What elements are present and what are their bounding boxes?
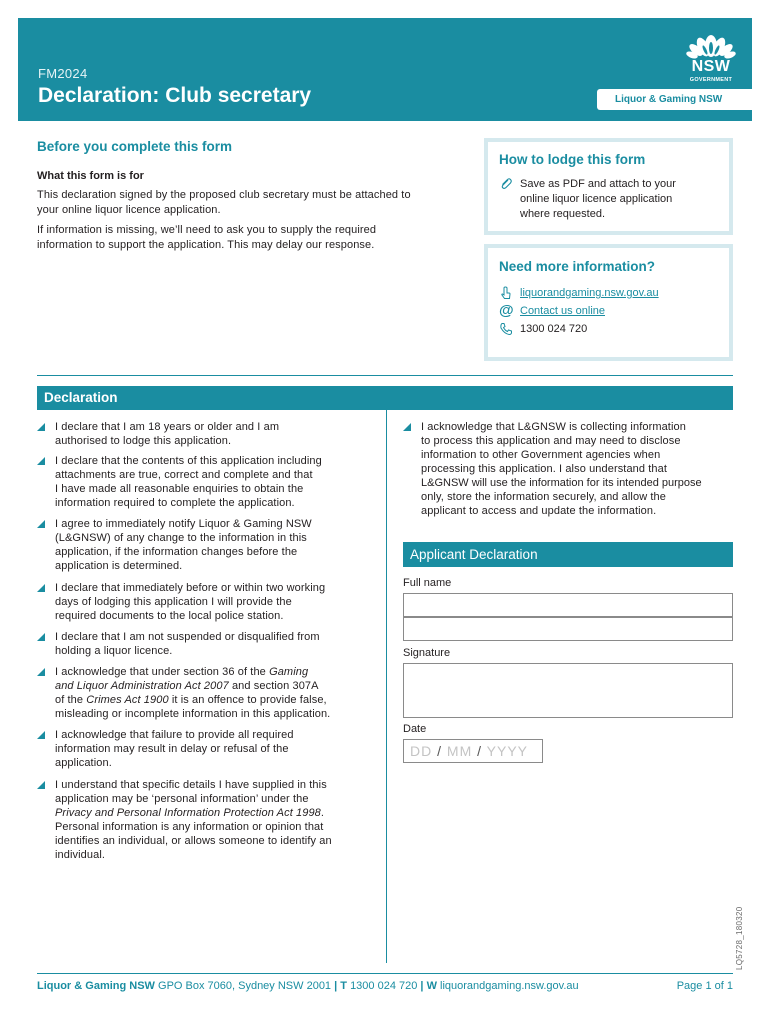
item-line: Personal information is any information or opinion that bbox=[55, 821, 324, 833]
item-text: I acknowledge that under section 36 of the bbox=[55, 666, 266, 678]
footer-phone: 1300 024 720 bbox=[350, 980, 418, 992]
at-sign-icon: @ bbox=[499, 302, 514, 319]
applicant-declaration-heading: Applicant Declaration bbox=[410, 547, 538, 562]
item-line: I agree to immediately notify Liquor & Gaming NSW bbox=[55, 518, 312, 530]
triangle-bullet-icon bbox=[37, 633, 45, 641]
item-line: information required to complete the application. bbox=[55, 497, 295, 509]
date-day-placeholder: DD bbox=[410, 743, 433, 759]
item-line: I have made all reasonable enquiries to obtain the bbox=[55, 483, 304, 495]
phone-icon bbox=[499, 322, 515, 338]
declaration-bar bbox=[37, 386, 733, 410]
intro-p1-line: your online liquor licence application. bbox=[37, 204, 221, 216]
signature-label: Signature bbox=[403, 647, 451, 659]
triangle-bullet-icon bbox=[37, 668, 45, 676]
document-code: LQ5728_180320 bbox=[735, 906, 744, 970]
intro-subheading: What this form is for bbox=[37, 170, 144, 182]
item-italic: Crimes Act 1900 bbox=[86, 694, 169, 706]
contact-row[interactable] bbox=[499, 304, 724, 320]
item-line: application may be ‘personal information’ under the bbox=[55, 793, 309, 805]
item-line: authorised to lodge this application. bbox=[55, 435, 232, 447]
signature-field[interactable] bbox=[403, 663, 733, 718]
item-line bbox=[55, 806, 375, 820]
phone-number: 1300 024 720 bbox=[520, 323, 588, 335]
declaration-item-1 bbox=[55, 420, 375, 448]
footer-divider bbox=[37, 973, 733, 974]
full-name-label: Full name bbox=[403, 577, 452, 589]
item-line bbox=[55, 679, 375, 693]
cursor-click-icon bbox=[499, 286, 515, 302]
applicant-declaration-bar bbox=[403, 542, 733, 567]
item-line: individual. bbox=[55, 849, 106, 861]
date-year-placeholder: YYYY bbox=[486, 743, 529, 759]
website-link[interactable]: liquorandgaming.nsw.gov.au bbox=[520, 287, 659, 299]
intro-heading: Before you complete this form bbox=[37, 139, 233, 154]
date-separator: / bbox=[437, 743, 443, 759]
item-text: it is an offence to provide false, bbox=[171, 694, 327, 706]
item-line bbox=[55, 665, 375, 679]
form-code: FM2024 bbox=[38, 66, 88, 81]
item-line: identifies an individual, or allows someone to identify an bbox=[55, 835, 332, 847]
column-divider bbox=[386, 410, 387, 963]
item-line: I acknowledge that failure to provide all required bbox=[55, 729, 294, 741]
item-line: (L&GNSW) of any change to the information in this bbox=[55, 532, 307, 544]
footer-separator: | bbox=[334, 980, 338, 992]
intro-paragraph-2 bbox=[37, 223, 477, 253]
date-label: Date bbox=[403, 723, 427, 735]
item-text: of the bbox=[55, 694, 84, 706]
item-line: I acknowledge that L&GNSW is collecting information bbox=[421, 421, 686, 433]
triangle-bullet-icon bbox=[403, 423, 411, 431]
item-line: application is determined. bbox=[55, 560, 183, 572]
item-line: attachments are true, correct and complete and that bbox=[55, 469, 313, 481]
page-number: Page 1 of 1 bbox=[676, 980, 733, 992]
item-line: to process this application and may need to disclose bbox=[421, 435, 681, 447]
logo-nsw-text: NSW bbox=[691, 58, 731, 75]
intro-p1-line: This declaration signed by the proposed club secretary must be attached to bbox=[37, 189, 411, 201]
footer-separator: | bbox=[420, 980, 424, 992]
declaration-item-6 bbox=[55, 665, 375, 721]
item-line: information to other Government agencies when bbox=[421, 449, 661, 461]
item-text: . bbox=[320, 807, 325, 819]
declaration-item-9 bbox=[421, 420, 735, 518]
item-line: application. bbox=[55, 757, 112, 769]
declaration-item-2 bbox=[55, 454, 375, 510]
item-line: applicant to access and update the information. bbox=[421, 505, 657, 517]
date-separator: / bbox=[477, 743, 483, 759]
item-line: processing this application. I also understand that bbox=[421, 463, 668, 475]
declaration-item-7 bbox=[55, 728, 375, 770]
item-line: I declare that the contents of this application including bbox=[55, 455, 322, 467]
item-italic: Gaming bbox=[269, 666, 309, 678]
item-text: and section 307A bbox=[231, 680, 319, 692]
item-line: misleading or incomplete information in this application. bbox=[55, 708, 331, 720]
triangle-bullet-icon bbox=[37, 584, 45, 592]
intro-p2-line: If information is missing, we’ll need to ask you to supply the required bbox=[37, 224, 377, 236]
item-line: holding a liquor licence. bbox=[55, 645, 173, 657]
item-line: only, store the information securely, and allow the bbox=[421, 491, 666, 503]
lodge-info-box bbox=[484, 138, 733, 235]
item-italic: Privacy and Personal Information Protection Act 1998 bbox=[55, 807, 321, 819]
declaration-item-5 bbox=[55, 630, 375, 658]
waratah-icon bbox=[683, 26, 739, 60]
footer-org: Liquor & Gaming NSW bbox=[37, 980, 155, 992]
full-name-field-2[interactable] bbox=[403, 617, 733, 641]
item-italic: and Liquor Administration Act 2007 bbox=[55, 680, 229, 692]
lodge-line: where requested. bbox=[520, 208, 605, 220]
item-line: I declare that immediately before or within two working bbox=[55, 582, 326, 594]
item-line: required documents to the local police station. bbox=[55, 610, 284, 622]
contact-link[interactable]: Contact us online bbox=[520, 305, 605, 317]
item-line: I declare that I am 18 years or older and I am bbox=[55, 421, 280, 433]
declaration-heading: Declaration bbox=[44, 390, 118, 405]
phone-row bbox=[499, 322, 724, 338]
intro-p2-line: information to support the application. This may delay our response. bbox=[37, 239, 375, 251]
declaration-item-8 bbox=[55, 778, 375, 862]
triangle-bullet-icon bbox=[37, 520, 45, 528]
footer-phone-label: T bbox=[340, 980, 347, 992]
date-month-placeholder: MM bbox=[446, 743, 473, 759]
triangle-bullet-icon bbox=[37, 731, 45, 739]
website-row[interactable] bbox=[499, 286, 724, 302]
footer-address: GPO Box 7060, Sydney NSW 2001 bbox=[158, 980, 332, 992]
nsw-government-logo bbox=[683, 26, 739, 88]
triangle-bullet-icon bbox=[37, 781, 45, 789]
item-line: days of lodging this application I will provide the bbox=[55, 596, 292, 608]
more-info-title: Need more information? bbox=[499, 259, 656, 274]
lodge-line: online liquor licence application bbox=[520, 193, 673, 205]
item-line: information may result in delay or refusal of the bbox=[55, 743, 289, 755]
more-info-box bbox=[484, 244, 733, 361]
date-input[interactable] bbox=[403, 739, 543, 763]
item-line: I understand that specific details I have supplied in this bbox=[55, 779, 327, 791]
triangle-bullet-icon bbox=[37, 423, 45, 431]
section-divider bbox=[37, 375, 733, 376]
page-title: Declaration: Club secretary bbox=[38, 84, 312, 107]
full-name-field-1[interactable] bbox=[403, 593, 733, 617]
intro-paragraph-1 bbox=[37, 188, 477, 218]
footer-website[interactable]: liquorandgaming.nsw.gov.au bbox=[440, 980, 579, 992]
triangle-bullet-icon bbox=[37, 457, 45, 465]
lodge-box-title: How to lodge this form bbox=[499, 152, 646, 167]
footer-contact bbox=[37, 980, 579, 992]
declaration-item-4 bbox=[55, 581, 375, 623]
declaration-item-3 bbox=[55, 517, 375, 573]
paperclip-icon bbox=[499, 177, 515, 193]
item-line bbox=[55, 693, 375, 707]
logo-government-text: GOVERNMENT bbox=[689, 77, 733, 83]
lodge-line: Save as PDF and attach to your bbox=[520, 178, 676, 190]
footer-web-label: W bbox=[426, 980, 437, 992]
item-line: L&GNSW will use the information for its intended purpose bbox=[421, 477, 702, 489]
item-line: I declare that I am not suspended or disqualified from bbox=[55, 631, 320, 643]
agency-label: Liquor & Gaming NSW bbox=[597, 89, 752, 110]
item-line: application, if the information changes before the bbox=[55, 546, 298, 558]
header-banner bbox=[18, 18, 752, 121]
